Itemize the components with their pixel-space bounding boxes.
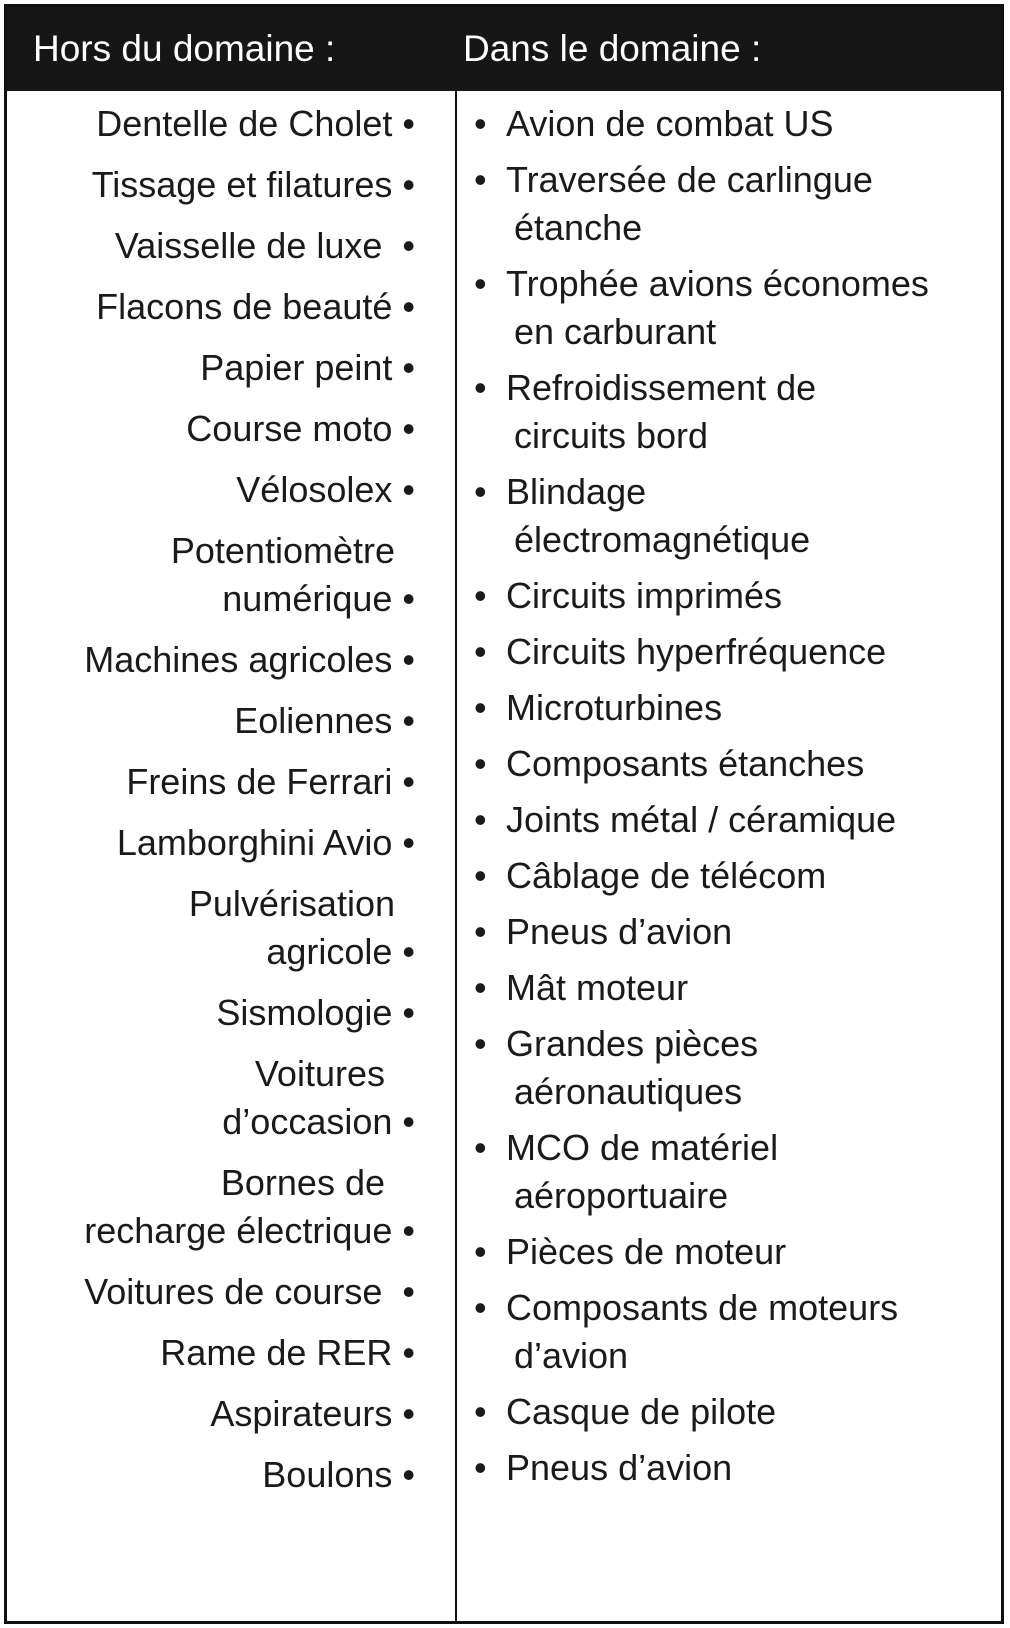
in-domain-item xyxy=(474,1388,777,1436)
item-line: MCO de matériel xyxy=(506,1127,779,1168)
item-line: Casque de pilote xyxy=(506,1391,777,1432)
item-line: Potentiomètre xyxy=(170,530,415,571)
bullet-icon: • xyxy=(474,471,487,512)
in-domain-item xyxy=(474,572,783,620)
item-line: Sismologie • xyxy=(216,992,415,1033)
item-line: Câblage de télécom xyxy=(506,855,827,896)
table-header xyxy=(7,7,1001,91)
item-line: Machines agricoles • xyxy=(84,639,415,680)
out-of-domain-item xyxy=(200,344,415,392)
in-domain-item xyxy=(474,852,827,900)
item-line: électromagnétique xyxy=(514,519,811,560)
bullet-icon: • xyxy=(474,631,487,672)
in-domain-item xyxy=(474,364,817,460)
in-domain-item xyxy=(474,684,723,732)
item-line: Blindage xyxy=(506,471,647,512)
item-line: agricole • xyxy=(266,931,415,972)
bullet-icon: • xyxy=(474,1447,487,1488)
item-line: Composants de moteurs xyxy=(506,1287,899,1328)
out-of-domain-item xyxy=(234,697,415,745)
item-line: en carburant xyxy=(514,311,717,352)
item-line: Lamborghini Avio • xyxy=(116,822,415,863)
in-domain-item xyxy=(474,796,897,844)
item-line: Eoliennes • xyxy=(234,700,415,741)
item-line: Traversée de carlingue xyxy=(506,159,873,200)
item-line: Bornes de xyxy=(220,1162,415,1203)
item-line: Circuits imprimés xyxy=(506,575,783,616)
bullet-icon: • xyxy=(474,1127,487,1168)
out-of-domain-item xyxy=(171,527,415,623)
out-of-domain-item xyxy=(84,1268,415,1316)
item-line: Boulons • xyxy=(262,1454,415,1495)
in-domain-item xyxy=(474,740,865,788)
item-line: Pneus d’avion xyxy=(506,1447,733,1488)
item-line: Dentelle de Cholet • xyxy=(96,103,415,144)
in-domain-item xyxy=(474,628,887,676)
item-line: Vélosolex • xyxy=(236,469,415,510)
in-domain-item xyxy=(474,908,733,956)
bullet-icon: • xyxy=(474,687,487,728)
item-line: Mât moteur xyxy=(506,967,689,1008)
item-line: Vaisselle de luxe • xyxy=(114,225,415,266)
item-line: numérique • xyxy=(222,578,415,619)
item-line: aéronautiques xyxy=(514,1071,743,1112)
in-domain-item xyxy=(474,260,929,356)
in-domain-item xyxy=(474,1124,779,1220)
in-domain-item xyxy=(474,1444,733,1492)
bullet-icon: • xyxy=(474,103,487,144)
out-of-domain-item xyxy=(117,819,415,867)
item-line: Freins de Ferrari • xyxy=(126,761,415,802)
item-line: d’avion xyxy=(514,1335,629,1376)
bullet-icon: • xyxy=(474,967,487,1008)
out-of-domain-item xyxy=(160,1329,415,1377)
bullet-icon: • xyxy=(474,1231,487,1272)
item-line: Flacons de beauté • xyxy=(96,286,415,327)
bullet-icon: • xyxy=(474,1287,487,1328)
bullet-icon: • xyxy=(474,575,487,616)
item-line: étanche xyxy=(514,207,643,248)
bullet-icon: • xyxy=(474,911,487,952)
out-of-domain-item xyxy=(262,1451,415,1499)
out-of-domain-item xyxy=(96,283,415,331)
out-of-domain-item xyxy=(84,1159,415,1255)
out-of-domain-item xyxy=(210,1390,415,1438)
header-out-of-domain: Hors du domaine : xyxy=(33,28,336,69)
item-line: aéroportuaire xyxy=(514,1175,729,1216)
item-line: recharge électrique • xyxy=(84,1210,415,1251)
header-in-domain: Dans le domaine : xyxy=(463,28,762,69)
item-line: Tissage et filatures • xyxy=(91,164,415,205)
out-of-domain-item xyxy=(92,161,415,209)
out-of-domain-item xyxy=(186,405,415,453)
bullet-icon: • xyxy=(474,159,487,200)
in-domain-item xyxy=(474,1020,759,1116)
item-line: Papier peint • xyxy=(200,347,415,388)
item-line: d’occasion • xyxy=(222,1101,415,1142)
item-line: Avion de combat US xyxy=(506,103,834,144)
item-line: Circuits hyperfréquence xyxy=(506,631,887,672)
item-line: Pièces de moteur xyxy=(506,1231,787,1272)
bullet-icon: • xyxy=(474,263,487,304)
column-divider xyxy=(455,91,457,1621)
bullet-icon: • xyxy=(474,367,487,408)
in-domain-item xyxy=(474,964,689,1012)
in-domain-item xyxy=(474,156,873,252)
item-line: Joints métal / céramique xyxy=(506,799,897,840)
out-of-domain-item xyxy=(189,880,415,976)
item-line: Refroidissement de xyxy=(506,367,817,408)
out-of-domain-item xyxy=(96,100,415,148)
out-of-domain-item xyxy=(84,636,415,684)
out-of-domain-item xyxy=(222,1050,415,1146)
item-line: Voitures xyxy=(254,1053,415,1094)
bullet-icon: • xyxy=(474,1023,487,1064)
out-of-domain-item xyxy=(126,758,415,806)
bullet-icon: • xyxy=(474,1391,487,1432)
item-line: Aspirateurs • xyxy=(210,1393,415,1434)
item-line: Course moto • xyxy=(186,408,415,449)
item-line: Voitures de course • xyxy=(84,1271,415,1312)
item-line: Grandes pièces xyxy=(506,1023,759,1064)
item-line: Trophée avions économes xyxy=(506,263,929,304)
item-line: Microturbines xyxy=(506,687,723,728)
out-of-domain-item xyxy=(236,466,415,514)
item-line: Pulvérisation xyxy=(188,883,415,924)
in-domain-item xyxy=(474,468,811,564)
item-line: circuits bord xyxy=(514,415,709,456)
bullet-icon: • xyxy=(474,743,487,784)
in-domain-item xyxy=(474,1284,899,1380)
in-domain-item xyxy=(474,1228,787,1276)
item-line: Rame de RER • xyxy=(160,1332,415,1373)
item-line: Pneus d’avion xyxy=(506,911,733,952)
bullet-icon: • xyxy=(474,855,487,896)
in-domain-item xyxy=(474,100,834,148)
out-of-domain-item xyxy=(115,222,415,270)
item-line: Composants étanches xyxy=(506,743,865,784)
bullet-icon: • xyxy=(474,799,487,840)
out-of-domain-item xyxy=(216,989,415,1037)
